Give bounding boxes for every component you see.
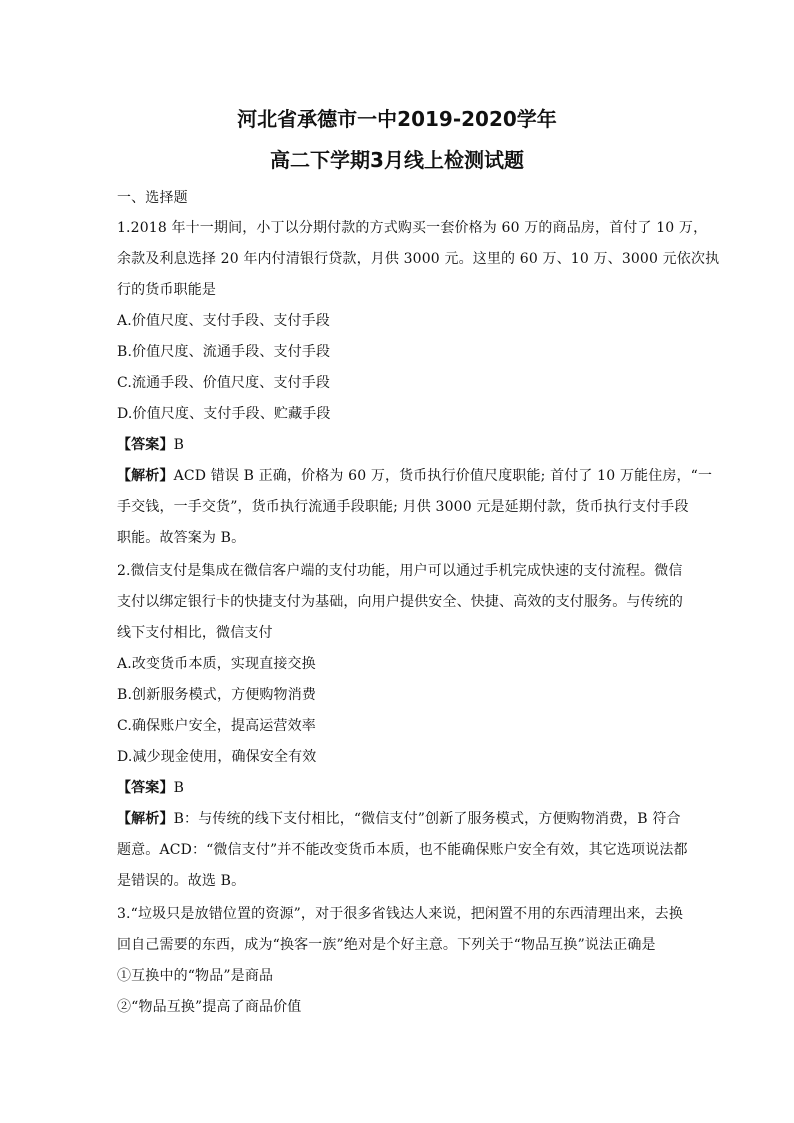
q2-option-d: D.减少现金使用，确保安全有效 bbox=[117, 749, 317, 765]
q1-analysis-label: 【解析】 bbox=[117, 468, 174, 484]
q2-answer-label: 【答案】 bbox=[117, 780, 174, 796]
q1-answer-label: 【答案】 bbox=[117, 437, 174, 453]
q2-analysis-line2: 题意。ACD：“微信支付”并不能改变货币本质，也不能确保账户安全有效，其它选项说法都 bbox=[117, 842, 688, 858]
section-heading: 一、选择题 bbox=[117, 190, 188, 206]
q1-stem-line1: 1.2018 年十一期间，小丁以分期付款的方式购买一套价格为 60 万的商品房，首付了 10 万， bbox=[117, 220, 708, 236]
q1-analysis-text1: ACD 错误 B 正确，价格为 60 万，货币执行价值尺度职能; 首付了 10 万能住房，“一 bbox=[173, 468, 713, 484]
q2-analysis-label: 【解析】 bbox=[117, 811, 174, 827]
q2-option-c: C.确保账户安全，提高运营效率 bbox=[117, 718, 316, 734]
q3-stem-line2: 回自己需要的东西，成为“换客一族”绝对是个好主意。下列关于“物品互换”说法正确是 bbox=[117, 937, 656, 953]
document-title-line1: 河北省承德市一中2019-2020学年 bbox=[237, 107, 557, 131]
q1-stem-line2: 余款及利息选择 20 年内付清银行贷款，月供 3000 元。这里的 60 万、10 万、3000 元依次执 bbox=[117, 251, 720, 267]
document-title-line2: 高二下学期3月线上检测试题 bbox=[270, 148, 524, 172]
q3-stem-line1: 3.“垃圾只是放错位置的资源”，对于很多省钱达人来说，把闲置不用的东西清理出来，去换 bbox=[117, 906, 683, 922]
q2-stem-line3: 线下支付相比，微信支付 bbox=[117, 625, 273, 641]
q1-stem-line3: 行的货币职能是 bbox=[117, 282, 217, 298]
q1-option-a: A.价值尺度、支付手段、支付手段 bbox=[117, 313, 330, 329]
q2-option-a: A.改变货币本质，实现直接交换 bbox=[117, 656, 316, 672]
q1-option-d: D.价值尺度、支付手段、贮藏手段 bbox=[117, 406, 331, 422]
q1-analysis-line1 bbox=[117, 466, 712, 486]
q2-analysis-line3: 是错误的。故选 B。 bbox=[117, 873, 246, 889]
q2-option-b: B.创新服务模式，方便购物消费 bbox=[117, 687, 316, 703]
q3-item-1: ①互换中的“物品”是商品 bbox=[117, 968, 274, 984]
q3-item-2: ②“物品互换”提高了商品价值 bbox=[117, 999, 302, 1015]
q1-option-b: B.价值尺度、流通手段、支付手段 bbox=[117, 344, 331, 360]
q2-stem-line1: 2.微信支付是集成在微信客户端的支付功能，用户可以通过手机完成快速的支付流程。微信 bbox=[117, 563, 683, 579]
q2-stem-line2: 支付以绑定银行卡的快捷支付为基础，向用户提供安全、快捷、高效的支付服务。与传统的 bbox=[117, 594, 683, 610]
q1-option-c: C.流通手段、价值尺度、支付手段 bbox=[117, 375, 331, 391]
q1-analysis-line2: 手交钱，一手交货”，货币执行流通手段职能; 月供 3000 元是延期付款，货币执行支付手段 bbox=[117, 499, 689, 515]
q1-analysis-line3: 职能。故答案为 B。 bbox=[117, 530, 246, 546]
q2-answer bbox=[117, 778, 184, 798]
q1-answer-value: B bbox=[173, 437, 185, 453]
q2-answer-value: B bbox=[173, 780, 185, 796]
q2-analysis-text1: B：与传统的线下支付相比，“微信支付”创新了服务模式，方便购物消费，B 符合 bbox=[173, 811, 681, 827]
q2-analysis-line1 bbox=[117, 809, 681, 829]
q1-answer bbox=[117, 435, 184, 455]
